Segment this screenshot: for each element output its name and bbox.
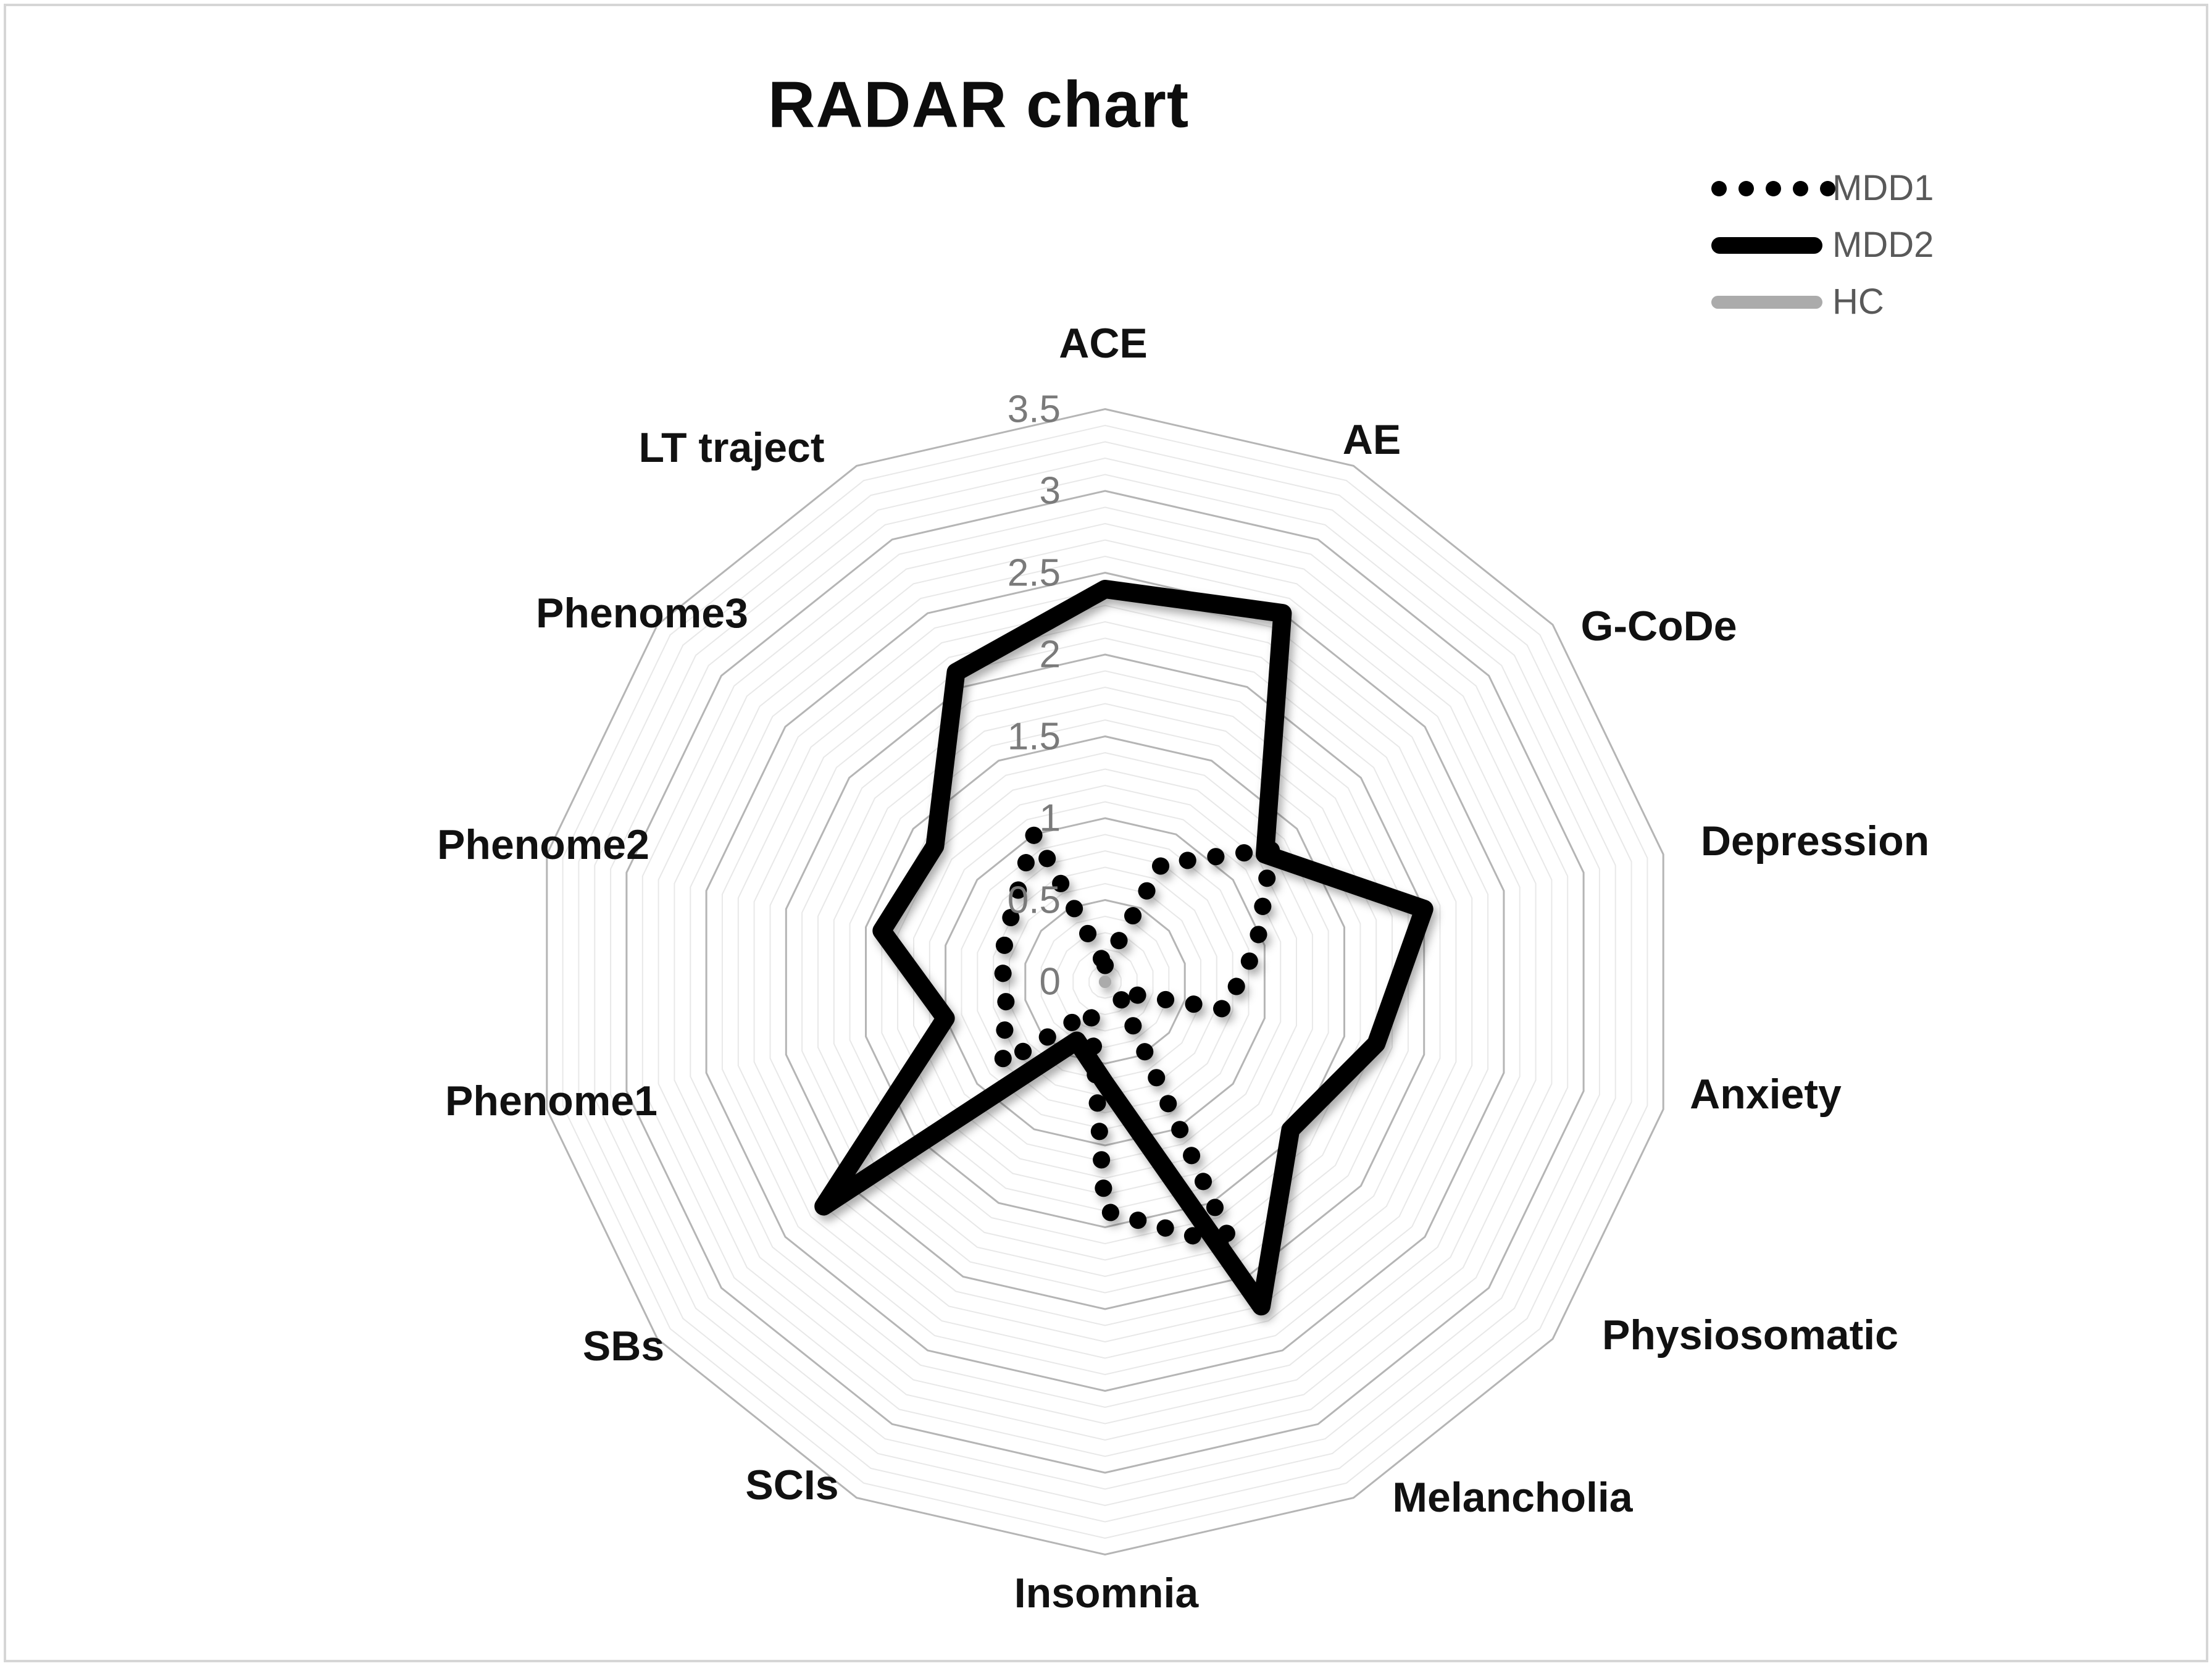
axis-label-phenome2: Phenome2 [437,821,649,868]
axis-label-ae: AE [1342,416,1401,463]
axis-label-lt-traject: LT traject [638,424,825,471]
axis-label-anxiety: Anxiety [1690,1071,1842,1118]
radial-tick-label-2.5: 2.5 [1007,551,1061,594]
axis-label-melancholia: Melancholia [1392,1474,1633,1521]
radial-tick-label-1: 1 [1039,797,1061,840]
radial-tick-label-3.5: 3.5 [1007,388,1061,430]
radial-tick-label-0.5: 0.5 [1007,879,1061,921]
legend-dot [1766,181,1781,196]
legend-dot [1711,181,1727,196]
legend-dot [1738,181,1754,196]
legend-item-mdd2 [1711,225,1934,266]
legend-item-hc [1711,282,1934,322]
legend-item-mdd1 [1711,168,1934,209]
axis-label-g-code: G-CoDe [1580,603,1737,650]
dotted-line-icon [1711,181,1835,196]
axis-label-phenome3: Phenome3 [536,590,748,637]
gray-line-icon [1711,296,1822,309]
legend-label: MDD2 [1832,225,1934,265]
axis-label-physiosomatic: Physiosomatic [1602,1312,1898,1358]
legend-dot [1793,181,1808,196]
radial-tick-label-0: 0 [1039,960,1061,1003]
legend-label: HC [1832,282,1884,322]
axis-label-ace: ACE [1059,320,1148,367]
axis-label-scis: SCIs [745,1462,839,1509]
axis-label-depression: Depression [1700,818,1930,864]
chart-title: RADAR chart [767,68,1190,141]
axis-label-insomnia: Insomnia [1014,1570,1199,1617]
radial-tick-label-1.5: 1.5 [1007,715,1061,758]
thick-line-icon [1711,237,1822,254]
axis-label-sbs: SBs [582,1323,665,1370]
legend-label: MDD1 [1832,168,1934,208]
radial-tick-label-2: 2 [1039,633,1061,676]
series-line-hc [1103,980,1107,984]
legend [1711,168,1934,322]
legend-swatch-dotted-line-icon [1711,181,1822,196]
axis-label-phenome1: Phenome1 [445,1078,657,1124]
radial-tick-label-3: 3 [1039,469,1061,513]
